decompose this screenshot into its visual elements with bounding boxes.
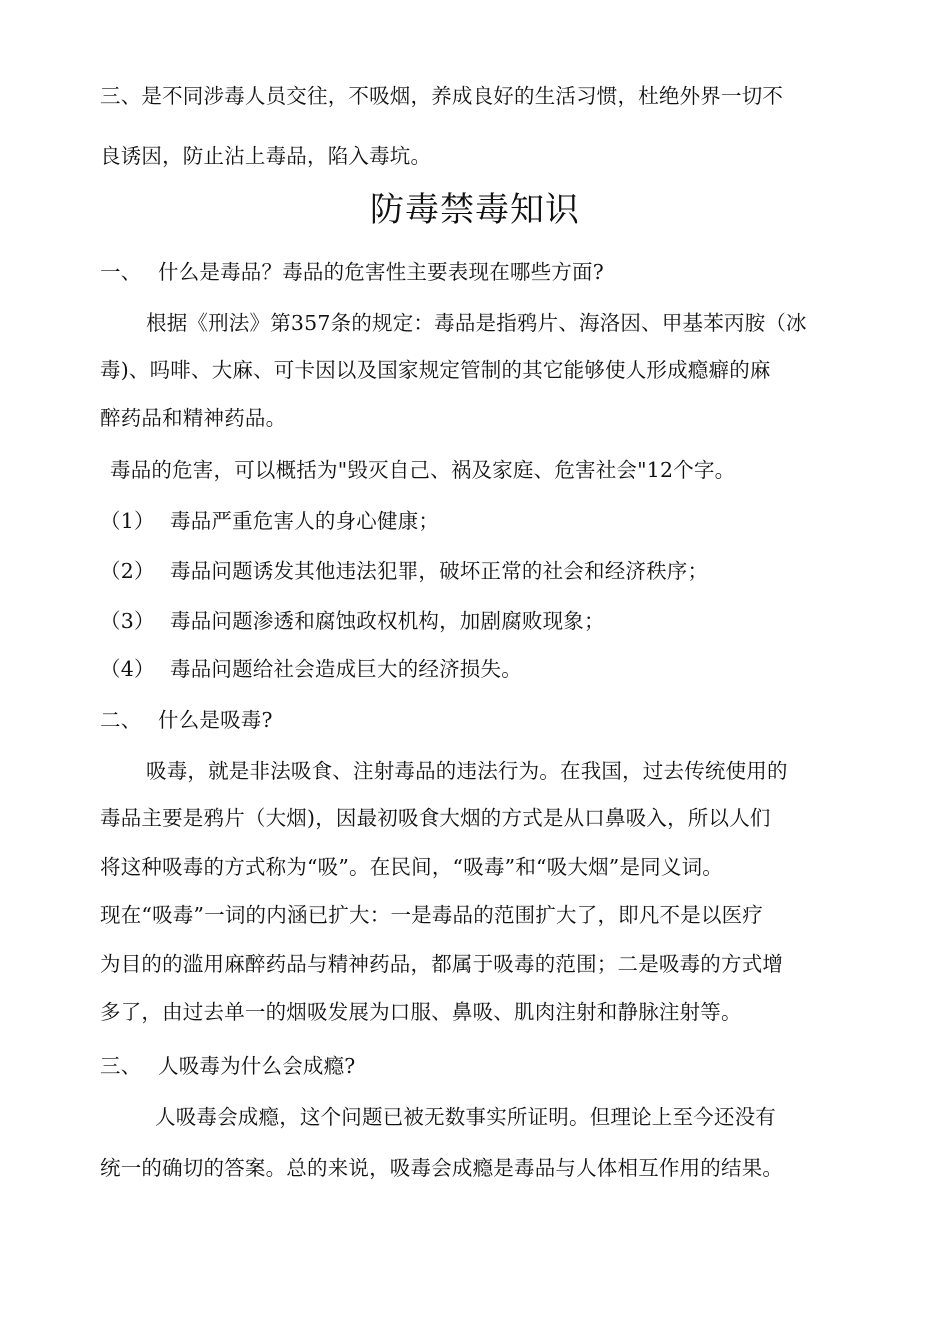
list-item-number: （3） xyxy=(100,609,155,633)
section-1-number: 一、 xyxy=(100,260,142,284)
list-item xyxy=(100,655,522,683)
section-1-para-2: 毒品的危害，可以概括为"毁灭自己、祸及家庭、危害社会"12个字。 xyxy=(110,458,736,482)
section-3-para-line-2: 统一的确切的答案。总的来说，吸毒会成瘾是毒品与人体相互作用的结果。 xyxy=(100,1156,784,1180)
list-item-text: 毒品严重危害人的身心健康； xyxy=(170,509,440,533)
section-2-heading xyxy=(100,706,273,734)
section-1-para-1-line-1: 根据《刑法》第357条的规定：毒品是指鸦片、海洛因、甲基苯丙胺（冰 xyxy=(146,311,807,335)
list-item xyxy=(100,607,605,635)
intro-line-1: 三、是不同涉毒人员交往，不吸烟，养成良好的生活习惯，杜绝外界一切不 xyxy=(100,84,784,108)
section-2-heading-text: 什么是吸毒? xyxy=(158,708,273,732)
section-2-para-line-4: 现在“吸毒”一词的内涵已扩大：一是毒品的范围扩大了，即凡不是以医疗 xyxy=(100,903,764,927)
list-item-number: （1） xyxy=(100,509,155,533)
section-1-para-1-line-2: 毒)、吗啡、大麻、可卡因以及国家规定管制的其它能够使人形成瘾癖的麻 xyxy=(100,358,771,382)
list-item-text: 毒品问题渗透和腐蚀政权机构，加剧腐败现象； xyxy=(170,609,605,633)
section-3-para-line-1: 人吸毒会成瘾，这个问题已被无数事实所证明。但理论上至今还没有 xyxy=(155,1105,776,1129)
section-1-para-1-line-3: 醉药品和精神药品。 xyxy=(100,406,287,430)
intro-line-2: 良诱因，防止沾上毒品，陷入毒坑。 xyxy=(100,144,432,168)
section-2-para-line-6: 多了，由过去单一的烟吸发展为口服、鼻吸、肌肉注射和静脉注射等。 xyxy=(100,1000,742,1024)
page-title: 防毒禁毒知识 xyxy=(370,190,580,230)
section-1-heading xyxy=(100,258,604,286)
list-item-number: （4） xyxy=(100,657,155,681)
section-2-para-line-1: 吸毒，就是非法吸食、注射毒品的违法行为。在我国，过去传统使用的 xyxy=(146,759,788,783)
list-item xyxy=(100,507,439,535)
section-3-number: 三、 xyxy=(100,1054,142,1078)
list-item-text: 毒品问题诱发其他违法犯罪，破坏正常的社会和经济秩序； xyxy=(170,559,709,583)
section-2-para-line-3: 将这种吸毒的方式称为“吸”。在民间，“吸毒”和“吸大烟”是同义词。 xyxy=(100,855,723,879)
list-item xyxy=(100,557,708,585)
section-1-heading-text: 什么是毒品？毒品的危害性主要表现在哪些方面? xyxy=(158,260,604,284)
list-item-text: 毒品问题给社会造成巨大的经济损失。 xyxy=(170,657,522,681)
section-3-heading xyxy=(100,1052,356,1080)
section-2-para-line-5: 为目的的滥用麻醉药品与精神药品，都属于吸毒的范围；二是吸毒的方式增 xyxy=(100,952,784,976)
section-2-number: 二、 xyxy=(100,708,142,732)
list-item-number: （2） xyxy=(100,559,155,583)
section-2-para-line-2: 毒品主要是鸦片（大烟)，因最初吸食大烟的方式是从口鼻吸入，所以人们 xyxy=(100,806,771,830)
section-3-heading-text: 人吸毒为什么会成瘾? xyxy=(158,1054,356,1078)
